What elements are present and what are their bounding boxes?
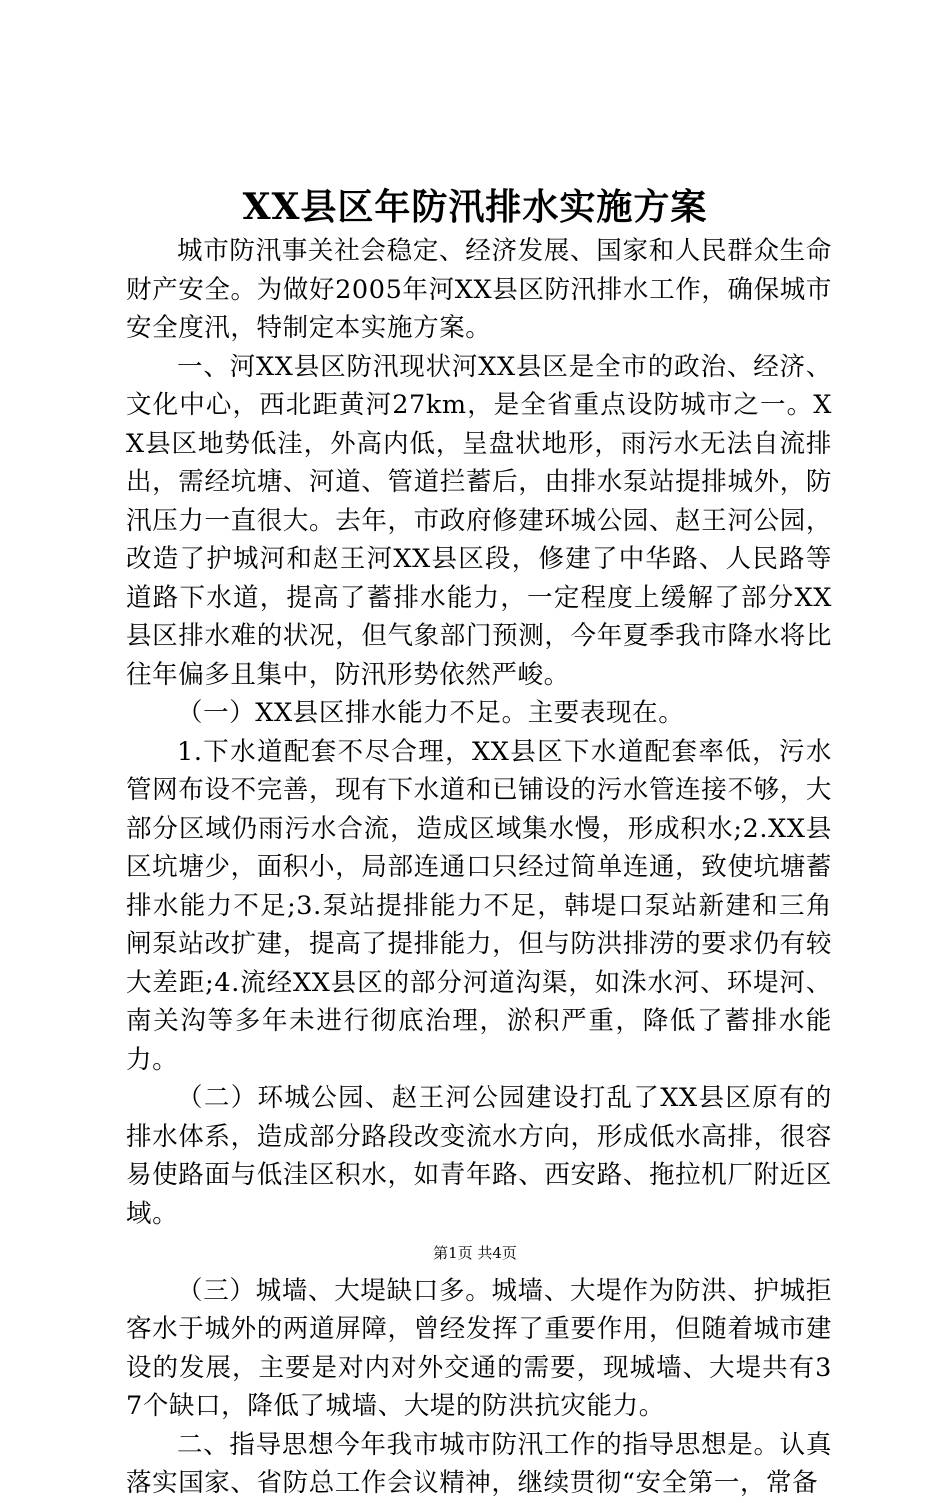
document-title: XX县区年防汛排水实施方案 [242,186,708,228]
page-number-footer: 第1页 共4页 [433,1244,517,1262]
paragraph-subsection-3: （三）城墙、大堤缺口多。城墙、大堤作为防洪、护城拒客水于城外的两道屏障，曾经发挥了重要作用，但随着城市建设的发展，主要是对内对外交通的需要，现城墙、大堤共有37个缺口，降低了城墙、大堤的防洪抗灾能力。 [126,1275,832,1421]
paragraph-drainage-issues-list: 1.下水道配套不尽合理，XX县区下水道配套率低，污水管网布设不完善，现有下水道和已铺设的污水管连接不够，大部分区域仍雨污水合流，造成区域集水慢，形成积水;2.XX县区坑塘少，面积小，局部连通口只经过简单连通，致使坑塘蓄排水能力不足;3.泵站提排能力不足，韩堤口泵站新建和三角闸泵站改扩建，提高了提排能力，但与防洪排涝的要求仍有较大差距;4.流经XX县区的部分河道沟渠，如洙水河、环堤河、南关沟等多年未进行彻底治理，淤积严重，降低了蓄排水能力。 [126,736,832,1075]
paragraph-intro: 城市防汛事关社会稳定、经济发展、国家和人民群众生命财产安全。为做好2005年河XX县区防汛排水工作，确保城市安全度汛，特制定本实施方案。 [126,236,832,343]
paragraph-section-2-guiding-ideology: 二、指导思想今年我市城市防汛工作的指导思想是。认真落实国家、省防总工作会议精神，继续贯彻“安全第一，常备 [126,1429,832,1498]
paragraph-subsection-1: （一）XX县区排水能力不足。主要表现在。 [177,698,685,728]
paragraph-subsection-2: （二）环城公园、赵王河公园建设打乱了XX县区原有的排水体系，造成部分路段改变流水方向，形成低水高排，很容易使路面与低洼区积水，如青年路、西安路、拖拉机厂附近区域。 [126,1083,832,1229]
paragraph-section-1-status: 一、河XX县区防汛现状河XX县区是全市的政治、经济、文化中心，西北距黄河27km，是全省重点设防城市之一。XX县区地势低洼，外高内低，呈盘状地形，雨污水无法自流排出，需经坑塘、河道、管道拦蓄后，由排水泵站提排城外，防汛压力一直很大。去年，市政府修建环城公园、赵王河公园，改造了护城河和赵王河XX县区段，修建了中华路、人民路等道路下水道，提高了蓄排水能力，一定程度上缓解了部分XX县区排水难的状况，但气象部门预测，今年夏季我市降水将比往年偏多且集中，防汛形势依然严峻。 [126,351,832,690]
document-body [126,232,832,1503]
